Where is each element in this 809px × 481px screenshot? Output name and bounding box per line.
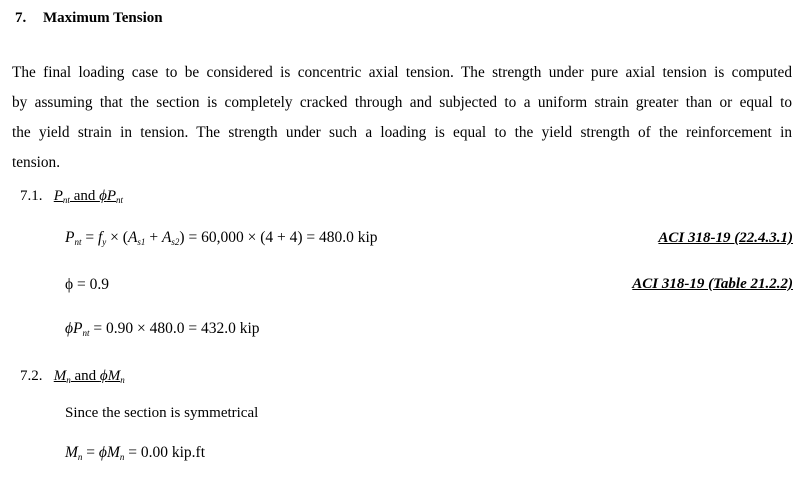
symmetry-note: Since the section is symmetrical [65, 405, 259, 421]
equation-phi: ϕ = 0.9 [65, 276, 110, 293]
paragraph-line: the yield strain in tension. The strength under such a loading is equal to the yield strength of the reinforcement in [12, 124, 792, 141]
paragraph-line: tension. [12, 154, 61, 171]
subsection-title: $M_n$ and $\phi M_n$ [53, 368, 125, 385]
subsection-heading-7-2 [20, 368, 125, 385]
code-reference: ACI 318-19 (22.4.3.1) [658, 230, 793, 246]
body-paragraph [12, 58, 792, 178]
equation-nominal-tension: $P_{nt} = f_y \times (A_{s1} + A_{s2}) = 60,000 \times (4 + 4) = 480.0$ kip [65, 229, 378, 247]
section-title: Maximum Tension [43, 10, 163, 26]
code-reference: ACI 318-19 (Table 21.2.2) [632, 276, 793, 292]
section-number: 7. [15, 10, 27, 26]
equation-moment: $M_n = \phi M_n = 0.00$ kip.ft [65, 444, 206, 462]
paragraph-line: The final loading case to be considered is concentric axial tension. The strength under pure axial tension is computed [12, 64, 792, 81]
section-heading [15, 10, 163, 27]
equation-design-tension: $\phi P_{nt} = 0.90 \times 480.0 = 432.0$ kip [65, 320, 260, 338]
subsection-heading-7-1 [20, 188, 123, 205]
subsection-title: $P_{nt}$ and $\phi P_{nt}$ [53, 188, 124, 205]
subsection-number: 7.1. [20, 188, 43, 204]
paragraph-line: by assuming that the section is completely cracked through and subjected to a uniform strain greater than or equal to [12, 94, 792, 111]
subsection-number: 7.2. [20, 368, 43, 384]
